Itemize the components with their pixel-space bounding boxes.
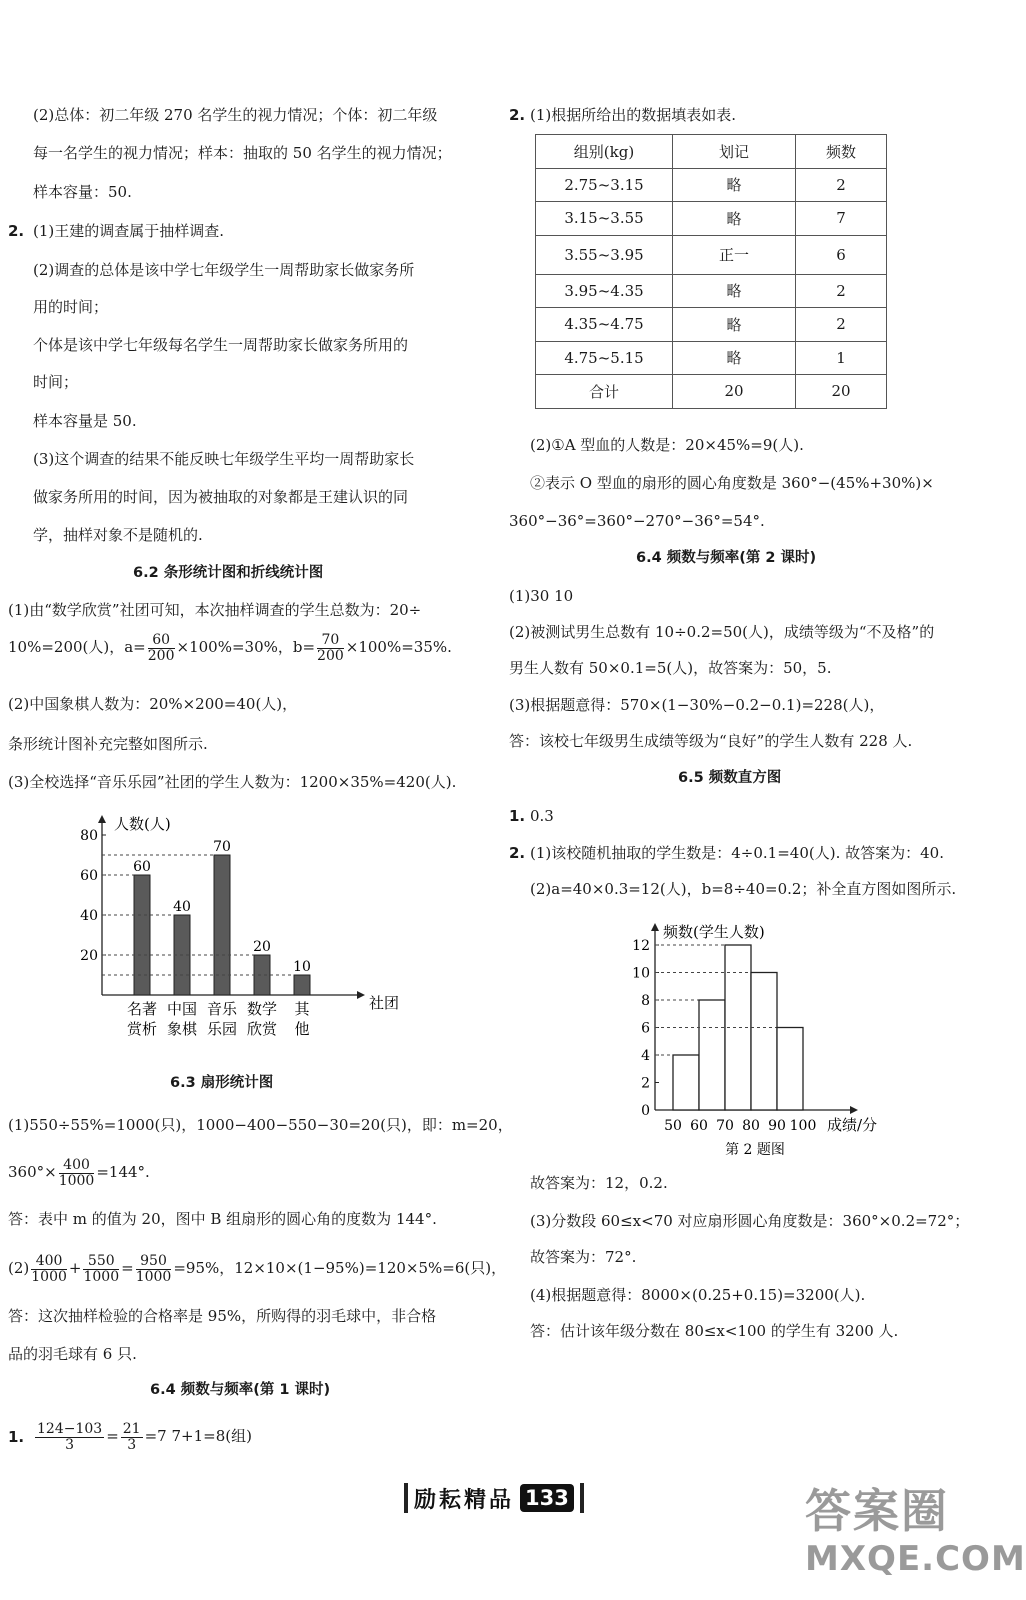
- fraction: $\frac{400}{1000}$: [58, 1156, 95, 1189]
- bar-value-label: 10: [293, 959, 311, 975]
- section-heading-6-4-1: 6.4 频数与频率(第 1 课时): [150, 1382, 331, 1398]
- x-tick-label: 50: [664, 1118, 682, 1134]
- answer-line: (1)王建的调查属于抽样调查.: [33, 222, 225, 240]
- table-header-cell: 频数: [796, 135, 887, 169]
- answer-line: 男生人数有 50×0.1=5(人)，故答案为：50，5.: [509, 659, 832, 677]
- bar-value-label: 60: [133, 859, 151, 875]
- watermark-logo-text: 答案圈: [805, 1484, 949, 1538]
- y-tick-label: 10: [632, 965, 650, 982]
- fraction: $\frac{950}{1000}$: [135, 1252, 172, 1285]
- answer-line: (4)根据题意得：8000×(0.25+0.15)=3200(人).: [530, 1286, 866, 1304]
- watermark: [805, 1475, 1026, 1579]
- category-label: 中国: [166, 1000, 198, 1018]
- table-cell: 2: [796, 168, 887, 202]
- answer-line: 答：这次抽样检验的合格率是 95%，所购得的羽毛球中，非合格: [8, 1307, 437, 1325]
- table-row: [536, 235, 887, 274]
- table-row: [536, 168, 887, 202]
- category-label: 象棋: [166, 1020, 198, 1038]
- y-tick-label: 6: [641, 1020, 650, 1037]
- table-cell: 20: [796, 375, 887, 409]
- answer-line: (2)总体：初二年级 270 名学生的视力情况；个体：初二年级: [33, 106, 438, 124]
- footer-bar: [580, 1483, 584, 1513]
- answer-line: (2)a=40×0.3=12(人)，b=8÷40=0.2；补全直方图如图所示.: [530, 880, 957, 898]
- fraction: $\frac{21}{3}$: [122, 1420, 141, 1453]
- bar: [294, 975, 310, 995]
- question-number: 2.: [509, 844, 526, 862]
- table-cell: 2: [796, 308, 887, 342]
- section-heading-6-3: 6.3 扇形统计图: [170, 1075, 274, 1091]
- section-heading-6-5: 6.5 频数直方图: [678, 770, 782, 786]
- answer-line: 用的时间；: [33, 298, 109, 316]
- table-cell: 略: [673, 308, 796, 342]
- table-cell: 20: [673, 375, 796, 409]
- bar-value-label: 40: [173, 899, 191, 915]
- answer-line: 0.3: [530, 807, 554, 825]
- answer-line: 学，抽样对象不是随机的.: [33, 526, 203, 544]
- histogram-bar: [673, 1055, 699, 1110]
- fraction: $\frac{70}{200}$: [317, 631, 344, 664]
- answer-line: (1)550÷55%=1000(只)，1000−400−550−30=20(只)，即：m=20，: [8, 1116, 513, 1134]
- answer-line: (2)被测试男生总数有 10÷0.2=50(人)，成绩等级为“不及格”的: [509, 623, 935, 641]
- chart-caption: 第 2 题图: [725, 1142, 785, 1158]
- section-heading-6-2: 6.2 条形统计图和折线统计图: [133, 565, 324, 581]
- answer-line-fractions: 10%=200(人)，a= $\frac{60}{200}$ ×100%=30%，b= $\frac{70}{200}$ ×100%=35%.: [8, 631, 452, 664]
- answer-line: 样本容量：50.: [33, 183, 132, 201]
- table-cell: 合计: [536, 375, 673, 409]
- table-cell: 略: [673, 274, 796, 308]
- answer-line: ②表示 O 型血的扇形的圆心角度数是 360°−(45%+30%)×: [530, 474, 934, 492]
- table-cell: 略: [673, 168, 796, 202]
- answer-line: (1)30 10: [509, 587, 574, 605]
- y-axis-label: 频数(学生人数): [663, 923, 765, 941]
- answer-line: 答：表中 m 的值为 20，图中 B 组扇形的圆心角的度数为 144°.: [8, 1210, 437, 1228]
- answer-line: (3)全校选择“音乐乐园”社团的学生人数为：1200×35%=420(人).: [8, 773, 457, 791]
- answer-line: (1)根据所给出的数据填表如表.: [530, 106, 737, 124]
- answer-line: (3)根据题意得：570×(1−30%−0.2−0.1)=228(人)，: [509, 696, 885, 714]
- y-axis-arrow: [651, 923, 659, 931]
- footer-brand: 励耘精品: [414, 1487, 515, 1513]
- answer-line: 时间；: [33, 373, 79, 391]
- y-tick-label: 20: [80, 948, 98, 964]
- answer-line-fractions: $\frac{124-103}{3}$ = $\frac{21}{3}$ =7 7+1=8(组): [37, 1420, 252, 1453]
- table-cell: 略: [673, 202, 796, 236]
- x-tick-label: 70: [716, 1118, 734, 1134]
- table-cell: 1: [796, 341, 887, 375]
- y-tick-label: 8: [641, 993, 650, 1009]
- x-axis-arrow: [357, 991, 365, 999]
- frequency-table: [535, 134, 887, 409]
- watermark-url: MXQE.COM: [805, 1539, 1026, 1579]
- answer-line: 条形统计图补充完整如图所示.: [8, 735, 208, 753]
- table-row: [536, 274, 887, 308]
- x-axis-label: 社团: [369, 994, 400, 1012]
- x-axis-arrow: [850, 1106, 858, 1114]
- answer-line: (3)分数段 60≤x<70 对应扇形圆心角度数是：360°×0.2=72°；: [530, 1212, 970, 1230]
- table-cell: 7: [796, 202, 887, 236]
- table-cell: 4.35~4.75: [536, 308, 673, 342]
- category-label: 欣赏: [246, 1020, 278, 1038]
- answer-line: 故答案为：72°.: [530, 1248, 637, 1266]
- page-number: 133: [520, 1484, 574, 1512]
- table-cell: 正一: [673, 235, 796, 274]
- answer-line: (3)这个调查的结果不能反映七年级学生平均一周帮助家长: [33, 450, 415, 468]
- y-axis-arrow: [98, 815, 106, 823]
- histogram-bar: [751, 973, 777, 1111]
- x-tick-label: 90: [768, 1118, 786, 1134]
- table-cell: 略: [673, 341, 796, 375]
- answer-line-fractions: (2) $\frac{400}{1000}$ + $\frac{550}{1000}$ = $\frac{950}{1000}$ =95%，12×10×(1−95%)=120×5%=6(只)，: [8, 1252, 507, 1285]
- table-row: [536, 375, 887, 409]
- question-number: 1.: [509, 807, 526, 825]
- fraction: $\frac{124-103}{3}$: [37, 1420, 103, 1453]
- question-number: 2.: [509, 106, 526, 124]
- x-tick-label: 100: [789, 1118, 817, 1134]
- section-heading-6-4-2: 6.4 频数与频率(第 2 课时): [636, 550, 817, 566]
- y-tick-label: 4: [641, 1048, 650, 1064]
- answer-line: 个体是该中学七年级每名学生一周帮助家长做家务所用的: [33, 336, 409, 354]
- question-number: 2.: [8, 222, 25, 240]
- x-tick-label: 80: [742, 1118, 760, 1134]
- category-label: 赏析: [126, 1020, 158, 1038]
- bar: [134, 875, 150, 995]
- bar: [214, 855, 230, 995]
- answer-line: 样本容量是 50.: [33, 412, 137, 430]
- x-tick-label: 60: [690, 1118, 708, 1134]
- table-cell: 3.55~3.95: [536, 235, 673, 274]
- category-label: 乐园: [206, 1020, 238, 1038]
- bar-chart-clubs: [70, 805, 400, 1045]
- fraction: $\frac{400}{1000}$: [31, 1252, 67, 1285]
- answer-line: 品的羽毛球有 6 只.: [8, 1345, 137, 1363]
- y-tick-label: 40: [80, 908, 98, 924]
- category-label: 他: [294, 1020, 310, 1038]
- table-cell: 2: [796, 274, 887, 308]
- fraction: $\frac{550}{1000}$: [83, 1252, 120, 1285]
- y-tick-label: 60: [80, 868, 98, 884]
- fraction: $\frac{60}{200}$: [147, 631, 175, 664]
- answer-line: (2)中国象棋人数为：20%×200=40(人)，: [8, 695, 298, 713]
- answer-line: 答：该校七年级男生成绩等级为“良好”的学生人数有 228 人.: [509, 732, 913, 750]
- table-cell: 2.75~3.15: [536, 168, 673, 202]
- histogram-bar: [777, 1028, 803, 1111]
- category-label: 其: [294, 1000, 310, 1018]
- answer-line: (1)由“数学欣赏”社团可知，本次抽样调查的学生总数为：20÷: [8, 601, 422, 619]
- category-label: 名著: [126, 1000, 158, 1018]
- bar-value-label: 70: [213, 839, 231, 855]
- table-row: [536, 341, 887, 375]
- y-tick-label: 0: [641, 1103, 650, 1119]
- table-cell: 4.75~5.15: [536, 341, 673, 375]
- histogram-bar: [699, 1000, 725, 1110]
- table-header-cell: 划记: [673, 135, 796, 169]
- table-cell: 3.95~4.35: [536, 274, 673, 308]
- y-tick-label: 12: [632, 938, 650, 954]
- question-number: 1.: [8, 1428, 25, 1446]
- answer-line: (2)调查的总体是该中学七年级学生一周帮助家长做家务所: [33, 261, 415, 279]
- y-axis-label: 人数(人): [114, 815, 171, 833]
- answer-line: 每一名学生的视力情况；样本：抽取的 50 名学生的视力情况；: [33, 144, 452, 162]
- table-row: [536, 202, 887, 236]
- histogram-scores: [610, 910, 900, 1160]
- answer-line: 答：估计该年级分数在 80≤x<100 的学生有 3200 人.: [530, 1322, 899, 1340]
- table-cell: 3.15~3.55: [536, 202, 673, 236]
- page-footer: [398, 1480, 590, 1516]
- answer-line: 做家务所用的时间，因为被抽取的对象都是王建认识的同: [33, 488, 409, 506]
- bar-value-label: 20: [253, 939, 271, 955]
- answer-line-fractions: 360°× $\frac{400}{1000}$ =144°.: [8, 1156, 150, 1189]
- table-cell: 6: [796, 235, 887, 274]
- y-tick-label: 2: [641, 1075, 650, 1092]
- table-header-cell: 组别(kg): [536, 135, 673, 169]
- table-row: [536, 308, 887, 342]
- answer-line: 360°−36°=360°−270°−36°=54°.: [509, 512, 765, 530]
- category-label: 音乐: [206, 1000, 238, 1018]
- footer-bar: [404, 1483, 408, 1513]
- y-tick-label: 80: [80, 828, 98, 844]
- table-header-row: [536, 135, 887, 169]
- category-label: 数学: [246, 1000, 278, 1018]
- answer-line: 故答案为：12，0.2.: [530, 1174, 668, 1192]
- answer-line: (2)①A 型血的人数是：20×45%=9(人).: [530, 436, 804, 454]
- answer-line: (1)该校随机抽取的学生数是：4÷0.1=40(人). 故答案为：40.: [530, 844, 944, 862]
- x-axis-label: 成绩/分: [827, 1116, 878, 1134]
- bar: [254, 955, 270, 995]
